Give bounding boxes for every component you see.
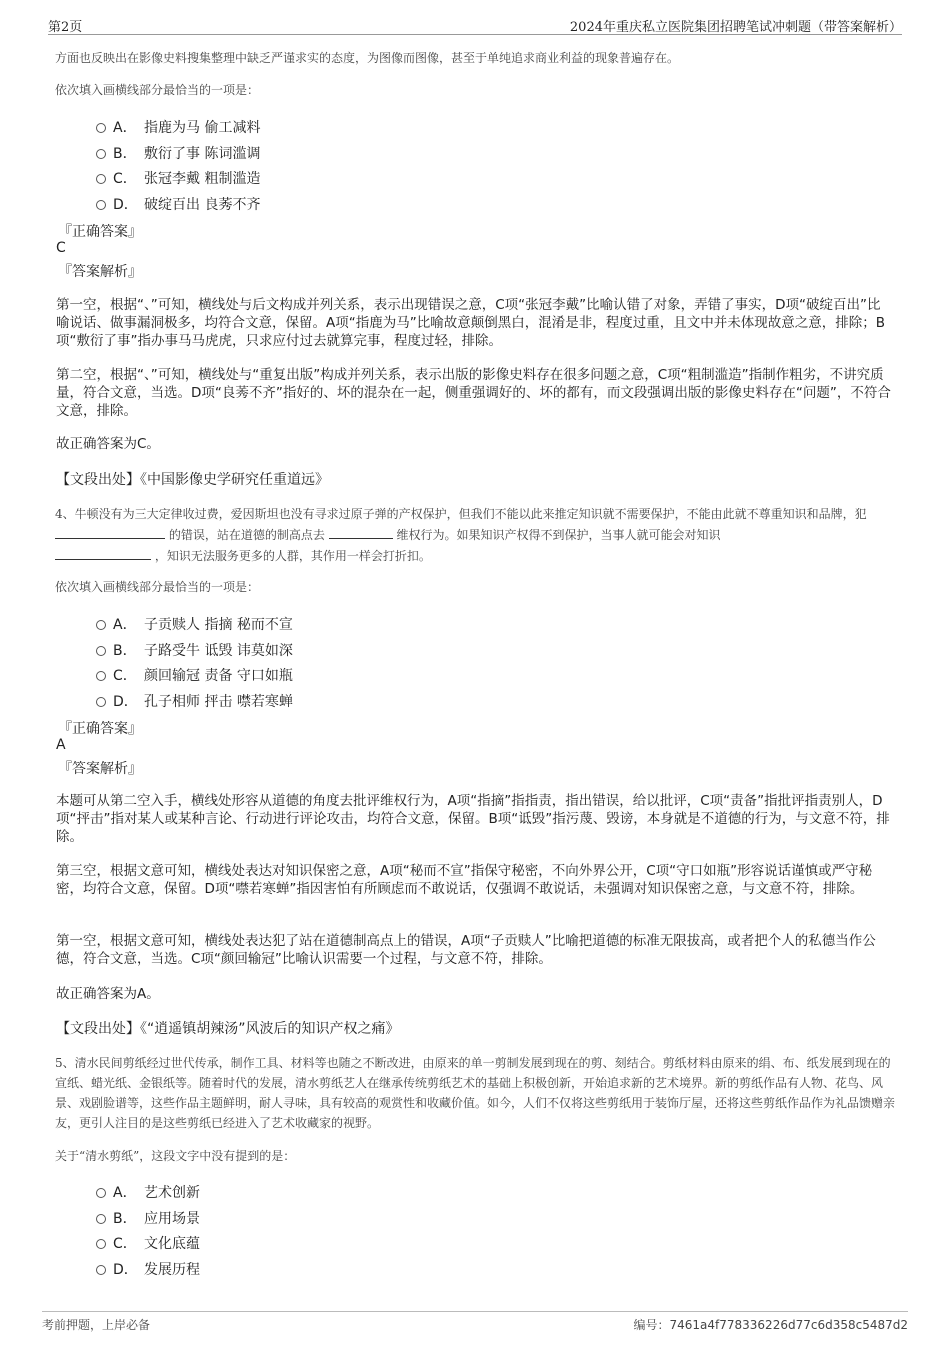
q4-stem-part: 维权行为。如果知识产权得不到保护，当事人就可能会对知识 bbox=[396, 528, 721, 542]
option-letter: A． bbox=[113, 1185, 137, 1201]
q5-option-d[interactable] bbox=[96, 1259, 496, 1285]
blank-line bbox=[329, 524, 393, 539]
option-text: 艺术创新 bbox=[144, 1185, 200, 1201]
radio-icon[interactable] bbox=[96, 646, 106, 656]
option-text: 应用场景 bbox=[144, 1210, 200, 1227]
option-text: 孔子相师 抨击 噤若寒蝉 bbox=[144, 693, 293, 710]
blank-line bbox=[55, 545, 151, 560]
q4-option-b[interactable] bbox=[96, 640, 496, 666]
q5-prompt: 关于“清水剪纸”，这段文字中没有提到的是： bbox=[55, 1149, 296, 1163]
option-letter: D． bbox=[113, 196, 138, 213]
option-text: 敷衍了事 陈词滥调 bbox=[144, 145, 261, 162]
option-text: 子路受牛 诋毁 讳莫如深 bbox=[144, 642, 293, 659]
option-text: 张冠李戴 粗制滥造 bbox=[144, 171, 261, 187]
q4-stem-part: 4、牛顿没有为三大定律收过费，爱因斯坦也没有寻求过原子弹的产权保护，但我们不能以此来推定知识就不需要保护，不能由此就不尊重知识和品牌，犯 bbox=[55, 507, 867, 521]
radio-icon[interactable] bbox=[96, 620, 106, 630]
q5-stem: 5、清水民间剪纸经过世代传承，制作工具、材料等也随之不断改进，由原来的单一剪制发展到现在的剪、刻结合。剪纸材料由原来的绢、布、纸发展到现在的宣纸、蜡光纸、金银纸等。随着时代的发展，清水剪纸艺人在继承传统剪纸艺术的基础上积极创新，开始追求新的艺术境界。新的剪纸作品有人物、花鸟、风景、戏剧脸谱等，这些作品主题鲜明，耐人寻味，具有较高的观赏性和收藏价值。如今，人们不仅将这些剪纸用于装饰厅屋，还将这些剪纸作品作为礼品馈赠亲友，更引人注目的是这些剪纸已经进入了艺术收藏家的视野。 bbox=[55, 1056, 896, 1130]
q3-analysis-paragraph: 第二空，根据“、”可知，横线处与“重复出版”构成并列关系，表示出版的影像史料存在很多问题之意，C项“粗制滥造”指制作粗劣，不讲究质量，符合文意，当选。D项“良莠不齐”指好的、坏的混杂在一起，侧重强调好的、坏的都有，而文段强调出版的影像史料存在“问题”，不符合文意，排除。 bbox=[56, 367, 891, 419]
page-number: 第2页 bbox=[48, 20, 83, 35]
option-letter: B． bbox=[113, 642, 137, 659]
option-letter: D． bbox=[113, 1261, 138, 1278]
option-text: 指鹿为马 偷工减料 bbox=[144, 120, 261, 136]
q3-answer-label: 『正确答案』 bbox=[58, 224, 142, 240]
page-header bbox=[48, 14, 902, 35]
option-text: 破绽百出 良莠不齐 bbox=[144, 196, 261, 213]
code-label: 编号： bbox=[633, 1318, 670, 1332]
radio-icon[interactable] bbox=[96, 697, 106, 707]
radio-icon[interactable] bbox=[96, 149, 106, 159]
q4-source: 【文段出处】《“逍遥镇胡辣汤”风波后的知识产权之痛》 bbox=[56, 1021, 400, 1037]
q4-answer: A bbox=[56, 737, 66, 753]
option-letter: C． bbox=[113, 668, 137, 684]
radio-icon[interactable] bbox=[96, 1188, 106, 1198]
q3-answer: C bbox=[56, 240, 66, 256]
document-code bbox=[633, 1316, 908, 1333]
q4-answer-label: 『正确答案』 bbox=[58, 721, 142, 737]
option-letter: A． bbox=[113, 617, 137, 633]
q4-analysis-paragraph: 本题可从第二空入手，横线处形容从道德的角度去批评维权行为，A项“指摘”指指责，指出错误，给以批评，C项“责备”指批评指责别人，D项“抨击”指对某人或某种言论、行动进行评论攻击，均符合文意，保留。B项“诋毁”指污蔑、毁谤，本身就是不道德的行为，与文意不符，排除。 bbox=[56, 793, 890, 845]
q4-analysis-label: 『答案解析』 bbox=[58, 761, 142, 777]
option-letter: C． bbox=[113, 1236, 137, 1252]
radio-icon[interactable] bbox=[96, 200, 106, 210]
q4-stem-part: 的错误，站在道德的制高点去 bbox=[168, 528, 325, 542]
option-text: 发展历程 bbox=[144, 1261, 200, 1278]
q3-source: 【文段出处】《中国影像史学研究任重道远》 bbox=[56, 472, 329, 488]
footer-slogan: 考前押题，上岸必备 bbox=[42, 1318, 151, 1332]
radio-icon[interactable] bbox=[96, 671, 106, 681]
page-footer bbox=[42, 1311, 908, 1336]
q5-options bbox=[96, 1182, 496, 1284]
radio-icon[interactable] bbox=[96, 174, 106, 184]
q4-analysis-paragraph: 第一空，根据文意可知，横线处表达犯了站在道德制高点上的错误，A项“子贡赎人”比喻把道德的标准无限拔高，或者把个人的私德当作公德，符合文意，当选。C项“颜回输冠”比喻认识需要一个过程，与文意不符，排除。 bbox=[56, 933, 876, 967]
q3-stem-continuation: 方面也反映出在影像史料搜集整理中缺乏严谨求实的态度，为图像而图像，甚至于单纯追求商业利益的现象普遍存在。 bbox=[55, 51, 680, 65]
q3-option-c[interactable] bbox=[96, 168, 496, 194]
q3-option-d[interactable] bbox=[96, 194, 496, 220]
option-letter: B． bbox=[113, 145, 137, 162]
q3-option-a[interactable] bbox=[96, 117, 496, 143]
option-text: 颜回输冠 责备 守口如瓶 bbox=[144, 668, 293, 684]
document-title: 2024年重庆私立医院集团招聘笔试冲刺题（带答案解析） bbox=[569, 20, 902, 35]
option-letter: D． bbox=[113, 693, 138, 710]
q4-prompt: 依次填入画横线部分最恰当的一项是： bbox=[55, 580, 260, 594]
q5-option-b[interactable] bbox=[96, 1208, 496, 1234]
q4-analysis-paragraph: 第三空，根据文意可知，横线处表达对知识保密之意，A项“秘而不宣”指保守秘密，不向外界公开，C项“守口如瓶”形容说话谨慎或严守秘密，均符合文意，保留。D项“噤若寒蝉”指因害怕有所顾虑而不敢说话，仅强调不敢说话，未强调对知识保密之意，与文意不符，排除。 bbox=[56, 863, 873, 897]
radio-icon[interactable] bbox=[96, 123, 106, 133]
q4-options bbox=[96, 614, 496, 716]
q3-prompt: 依次填入画横线部分最恰当的一项是： bbox=[55, 83, 260, 97]
option-letter: C． bbox=[113, 171, 137, 187]
q3-options bbox=[96, 117, 496, 219]
code-value: 7461a4f778336226d77c6d358c5487d2 bbox=[669, 1318, 908, 1332]
q4-stem-part: ，知识无法服务更多的人群，其作用一样会打折扣。 bbox=[154, 549, 431, 563]
q3-conclusion: 故正确答案为C。 bbox=[56, 436, 160, 452]
option-text: 文化底蕴 bbox=[144, 1236, 200, 1252]
q4-option-c[interactable] bbox=[96, 665, 496, 691]
q3-analysis-paragraph: 第一空，根据“、”可知，横线处与后文构成并列关系，表示出现错误之意，C项“张冠李戴”比喻认错了对象，弄错了事实，D项“破绽百出”比喻说话、做事漏洞极多，均符合文意，保留。A项“指鹿为马”比喻故意颠倒黑白，混淆是非，程度过重，且文中并未体现故意之意，排除；B项“敷衍了事”指办事马马虎虎，只求应付过去就算完事，程度过轻，排除。 bbox=[56, 297, 885, 349]
radio-icon[interactable] bbox=[96, 1214, 106, 1224]
q5-option-c[interactable] bbox=[96, 1233, 496, 1259]
q5-option-a[interactable] bbox=[96, 1182, 496, 1208]
q3-analysis-label: 『答案解析』 bbox=[58, 264, 142, 280]
option-letter: A． bbox=[113, 120, 137, 136]
option-letter: B． bbox=[113, 1210, 137, 1227]
q4-option-a[interactable] bbox=[96, 614, 496, 640]
option-text: 子贡赎人 指摘 秘而不宣 bbox=[144, 617, 293, 633]
blank-line bbox=[55, 524, 165, 539]
q4-option-d[interactable] bbox=[96, 691, 496, 717]
q4-stem bbox=[55, 504, 897, 566]
q4-conclusion: 故正确答案为A。 bbox=[56, 986, 160, 1002]
radio-icon[interactable] bbox=[96, 1265, 106, 1275]
q3-option-b[interactable] bbox=[96, 143, 496, 169]
radio-icon[interactable] bbox=[96, 1239, 106, 1249]
